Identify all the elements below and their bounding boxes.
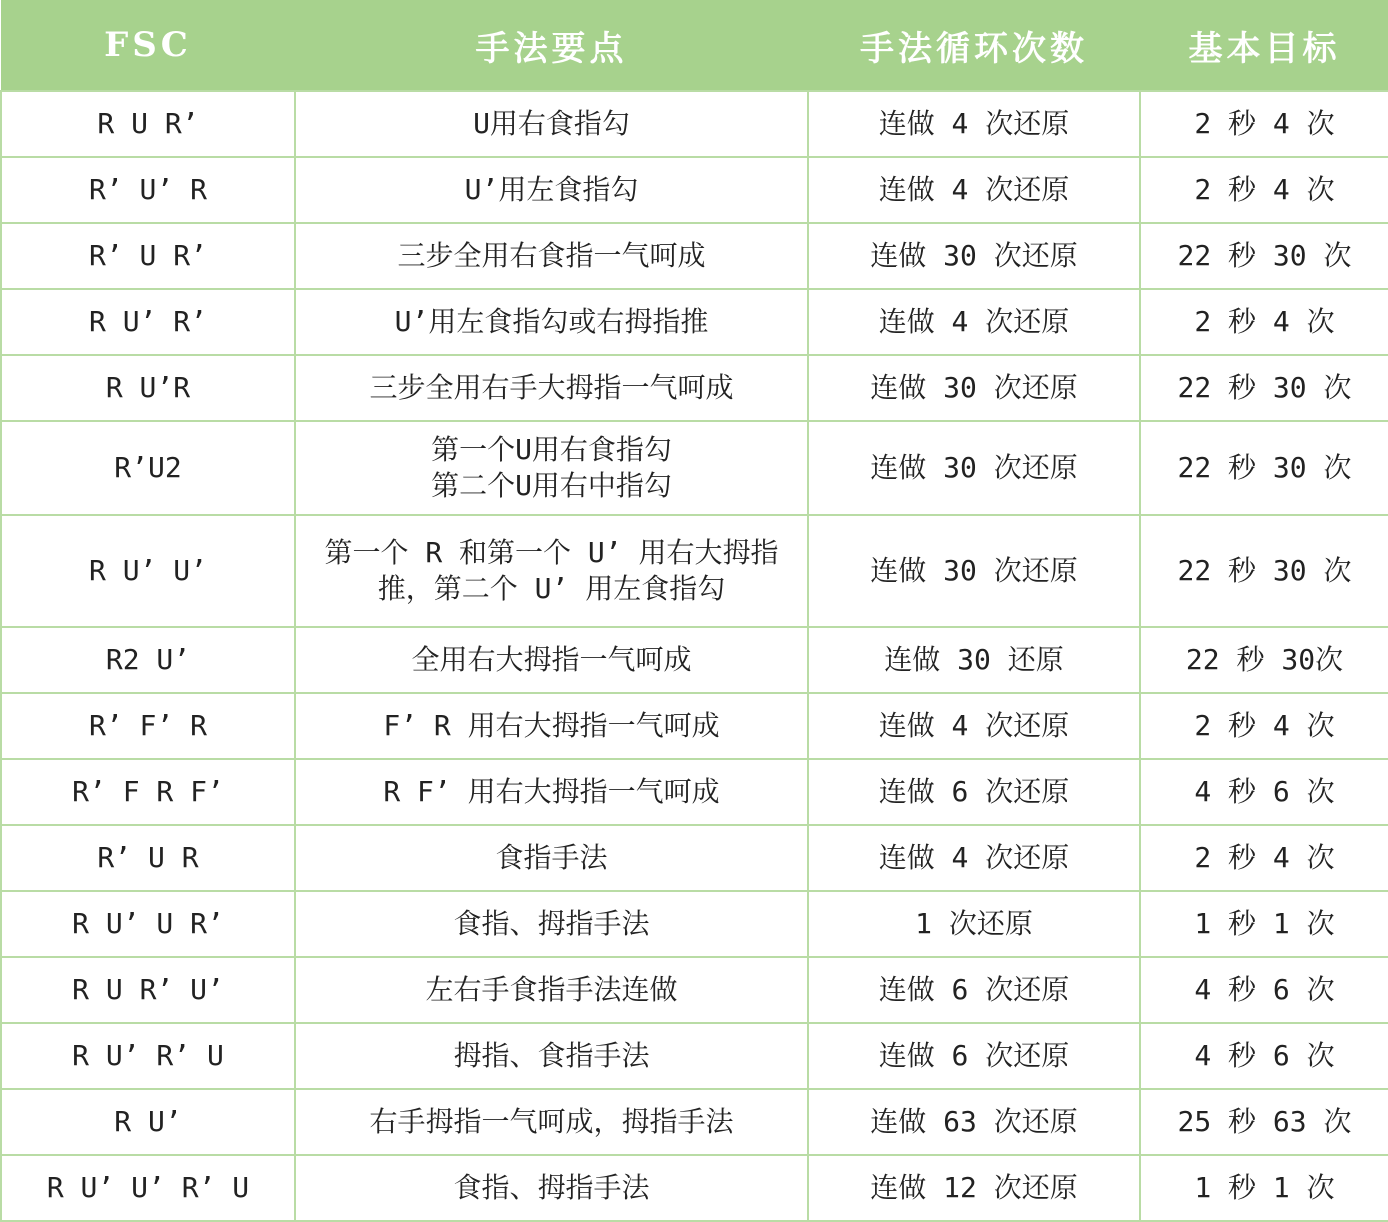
cell-fsc: R U’ R’ — [1, 289, 295, 355]
cell-method: 第一个 R 和第一个 U’ 用右大拇指 推，第二个 U’ 用左食指勾 — [295, 515, 808, 627]
cell-goal: 22 秒 30 次 — [1140, 515, 1388, 627]
table-row — [1, 825, 1388, 891]
cell-goal: 22 秒 30次 — [1140, 627, 1388, 693]
table-row — [1, 1155, 1388, 1221]
cell-cycles: 连做 30 次还原 — [808, 355, 1140, 421]
table-row — [1, 223, 1388, 289]
cell-goal: 2 秒 4 次 — [1140, 157, 1388, 223]
cell-cycles: 连做 4 次还原 — [808, 693, 1140, 759]
cell-method: 三步全用右手大拇指一气呵成 — [295, 355, 808, 421]
cell-fsc: R U’ R’ U — [1, 1023, 295, 1089]
cell-cycles: 连做 6 次还原 — [808, 957, 1140, 1023]
cell-cycles: 连做 30 还原 — [808, 627, 1140, 693]
cell-method: F’ R 用右大拇指一气呵成 — [295, 693, 808, 759]
cell-method: 食指、拇指手法 — [295, 891, 808, 957]
cell-method: 食指手法 — [295, 825, 808, 891]
table-row — [1, 421, 1388, 515]
table-row — [1, 759, 1388, 825]
cell-cycles: 连做 4 次还原 — [808, 289, 1140, 355]
cell-goal: 2 秒 4 次 — [1140, 693, 1388, 759]
table-row — [1, 627, 1388, 693]
table-body — [1, 91, 1388, 1221]
cell-fsc: R’U2 — [1, 421, 295, 515]
cell-fsc: R U’ — [1, 1089, 295, 1155]
cell-method: R F’ 用右大拇指一气呵成 — [295, 759, 808, 825]
cell-cycles: 连做 4 次还原 — [808, 825, 1140, 891]
cell-goal: 22 秒 30 次 — [1140, 355, 1388, 421]
table-row — [1, 957, 1388, 1023]
table-row — [1, 157, 1388, 223]
cell-fsc: R U’ U R’ — [1, 891, 295, 957]
cell-cycles: 1 次还原 — [808, 891, 1140, 957]
header-fsc: FSC — [1, 0, 295, 91]
cell-fsc: R U’ U’ — [1, 515, 295, 627]
cell-method: 全用右大拇指一气呵成 — [295, 627, 808, 693]
cell-goal: 2 秒 4 次 — [1140, 289, 1388, 355]
cell-goal: 1 秒 1 次 — [1140, 1155, 1388, 1221]
cell-fsc: R2 U’ — [1, 627, 295, 693]
cell-cycles: 连做 6 次还原 — [808, 1023, 1140, 1089]
cell-goal: 4 秒 6 次 — [1140, 957, 1388, 1023]
table-row — [1, 515, 1388, 627]
header-method: 手法要点 — [295, 0, 808, 91]
cell-fsc: R’ U’ R — [1, 157, 295, 223]
cell-method: U用右食指勾 — [295, 91, 808, 157]
cell-cycles: 连做 6 次还原 — [808, 759, 1140, 825]
cell-goal: 2 秒 4 次 — [1140, 91, 1388, 157]
table-header — [1, 0, 1388, 91]
cell-fsc: R U’R — [1, 355, 295, 421]
cell-method: 拇指、食指手法 — [295, 1023, 808, 1089]
cell-goal: 22 秒 30 次 — [1140, 223, 1388, 289]
cell-fsc: R U’ U’ R’ U — [1, 1155, 295, 1221]
cell-method: U’用左食指勾 — [295, 157, 808, 223]
cell-cycles: 连做 4 次还原 — [808, 157, 1140, 223]
cell-cycles: 连做 63 次还原 — [808, 1089, 1140, 1155]
cell-method: 左右手食指手法连做 — [295, 957, 808, 1023]
cell-cycles: 连做 12 次还原 — [808, 1155, 1140, 1221]
cell-cycles: 连做 30 次还原 — [808, 223, 1140, 289]
cell-method: 右手拇指一气呵成，拇指手法 — [295, 1089, 808, 1155]
cell-goal: 4 秒 6 次 — [1140, 759, 1388, 825]
cell-goal: 22 秒 30 次 — [1140, 421, 1388, 515]
cell-fsc: R’ U R’ — [1, 223, 295, 289]
header-goal: 基本目标 — [1140, 0, 1388, 91]
cell-goal: 1 秒 1 次 — [1140, 891, 1388, 957]
header-cycles: 手法循环次数 — [808, 0, 1140, 91]
table-row — [1, 91, 1388, 157]
cell-method: 三步全用右食指一气呵成 — [295, 223, 808, 289]
table-row — [1, 355, 1388, 421]
table-row — [1, 891, 1388, 957]
table-row — [1, 1023, 1388, 1089]
cell-fsc: R’ F R F’ — [1, 759, 295, 825]
cell-fsc: R U R’ U’ — [1, 957, 295, 1023]
table-row — [1, 693, 1388, 759]
cell-fsc: R’ U R — [1, 825, 295, 891]
cell-cycles: 连做 30 次还原 — [808, 421, 1140, 515]
cell-goal: 25 秒 63 次 — [1140, 1089, 1388, 1155]
cell-method: 食指、拇指手法 — [295, 1155, 808, 1221]
cell-fsc: R’ F’ R — [1, 693, 295, 759]
cell-goal: 2 秒 4 次 — [1140, 825, 1388, 891]
cell-method: 第一个U用右食指勾 第二个U用右中指勾 — [295, 421, 808, 515]
table-row — [1, 289, 1388, 355]
cell-method: U’用左食指勾或右拇指推 — [295, 289, 808, 355]
cell-goal: 4 秒 6 次 — [1140, 1023, 1388, 1089]
header-row — [1, 0, 1388, 91]
table-row — [1, 1089, 1388, 1155]
cell-fsc: R U R’ — [1, 91, 295, 157]
cell-cycles: 连做 30 次还原 — [808, 515, 1140, 627]
cell-cycles: 连做 4 次还原 — [808, 91, 1140, 157]
